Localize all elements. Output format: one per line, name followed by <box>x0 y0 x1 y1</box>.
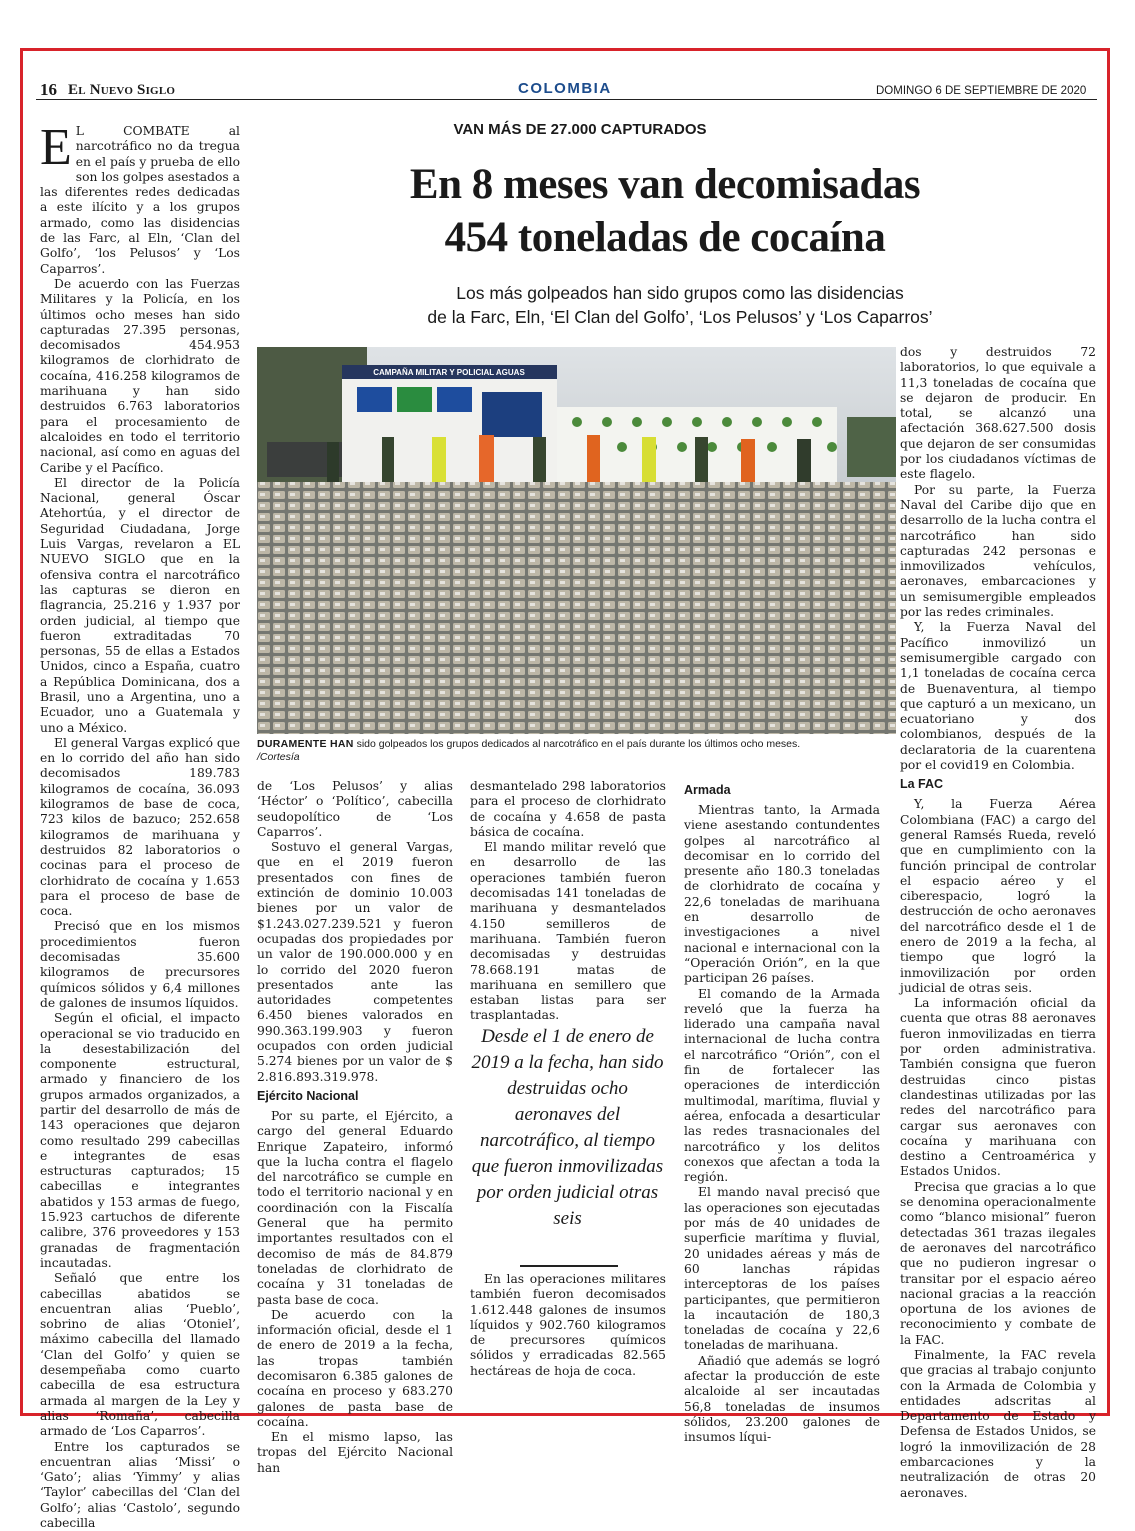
photo-caption <box>257 738 897 764</box>
column-5 <box>900 345 1096 1501</box>
paragraph: El general Vargas explicó que en lo corrido del año han sido decomisados 189.783 kilogramos de cocaína, 36.093 kilogramos de base de coca, 723 kilos de bazuco; 252.658 kilogramos de marihuana y destruidos 82 laboratorios o cocinas para el proceso de clorhidrato de cocaína y 1.653 para el proceso de base de coca. <box>40 735 240 919</box>
paragraph: Mientras tanto, la Armada viene asestando contundentes golpes al narcotráfico al decomisar en lo corrido del presente año 180.3 toneladas de clorhidrato de cocaína y 22,6 toneladas de marihuana en desarrollo de investigaciones a nivel nacional e internacional con la “Operación Orión”, en la que participan 26 países. <box>684 803 880 986</box>
paragraph: La información oficial da cuenta que otras 88 aeronaves fueron inmovilizadas en tierra por orden administrativa. También consigna que fueron destruidas cinco pistas clandestinas utilizadas por las redes del narcotráfico para cargar sus aeronaves con cocaína y marihuana con destino a Centroamérica y Estados Unidos. <box>900 996 1096 1179</box>
subhead-fac: La FAC <box>900 777 944 792</box>
paragraph: Entre los capturados se encuentran alias ‘Missi’ o ‘Gato’; alias ‘Yimmy’ y alias ‘Taylor’ cabecillas del ‘Clan del Golfo’; alias ‘Castolo’, segundo cabecilla <box>40 1439 240 1531</box>
photo-credit: /Cortesía <box>257 751 300 763</box>
article-photo <box>257 347 896 734</box>
subhead-ejercito: Ejército Nacional <box>257 1088 359 1103</box>
deck-line-1: Los más golpeados han sido grupos como las disidencias <box>456 283 904 303</box>
column-3-bottom <box>470 1272 666 1379</box>
paragraph: De acuerdo con la información oficial, desde el 1 de enero de 2019 a la fecha, las tropas también decomisaron 6.385 galones de cocaína en proceso y 683.270 galones de pasta base de cocaína. <box>257 1307 453 1429</box>
paragraph: El comando de la Armada reveló que la fuerza ha liderado una campaña naval internacional de lucha contra el narcotráfico “Orión”, con el fin de fortalecer las operaciones de interdicción multimodal, marítima, fluvial y aérea, enfocada a desarticular las redes trasnacionales del narcotráfico y los delitos conexos que afectan a toda la región. <box>684 986 880 1185</box>
deck-line-2: de la Farc, Eln, ‘El Clan del Golfo’, ‘Los Pelusos’ y ‘Los Caparros’ <box>427 307 933 327</box>
drop-cap: E <box>40 119 72 176</box>
page-number: 16 <box>40 80 57 99</box>
paragraph: Y, la Fuerza Naval del Pacífico inmovilizó un semisumergible cargado con 1,1 toneladas de cocaína cerca de Buenaventura, al tiempo que capturó a un mexicano, un ecuatoriano y dos colombianos, después de la declaratoria de la cuarentena por el covid19 en Colombia. <box>900 620 1096 773</box>
banner-text: CAMPAÑA MILITAR Y POLICIAL AGUAS <box>373 368 525 377</box>
paragraph: El mando militar reveló que en desarrollo de las operaciones también fueron decomisadas 141 toneladas de marihuana y desmantelados 4.150 semilleros de marihuana. También fueron decomisadas y destruidas 78.668.191 matas de marihuana en semillero que estaban listas para ser trasplantadas. <box>470 840 666 1023</box>
paragraph: de ‘Los Pelusos’ y alias ‘Héctor’ o ‘Político’, cabecilla seudopolítico de ‘Los Caparros’. <box>257 779 453 839</box>
paragraph: Añadió que además se logró afectar la producción de este alcaloide al ser incautadas 56,8 toneladas de insumos sólidos, 23.200 galones de insumos líqui- <box>684 1353 880 1445</box>
section-title: COLOMBIA <box>518 80 612 97</box>
column-1 <box>40 119 240 1531</box>
headline-line-1: En 8 meses van decomisadas <box>409 161 921 208</box>
paragraph: Finalmente, la FAC revela que gracias al trabajo conjunto con la Armada de Colombia y entidades adscritas al Departamento de Estado y Defensa de Estados Unidos, se logró la inmovilización de 28 embarcaciones y la neutralización de otras 20 aeronaves. <box>900 1348 1096 1500</box>
paragraph: dos y destruidos 72 laboratorios, lo que equivale a 11,3 toneladas de cocaína que se dejaron de producir. En total, se alcanzó una afectación 368.627.500 dosis que dejaron de ser consumidas por los ciudadanos víctimas de este flagelo. <box>900 345 1096 482</box>
pull-quote-rule <box>520 1265 618 1267</box>
article-headline <box>270 158 1060 264</box>
paragraph: Sostuvo el general Vargas, que en el 2019 fueron presentados con fines de extinción de dominio 10.003 bienes por un valor de $1.243.027.239.521 y fueron ocupadas dos propiedades por un valor de 190.000.000 y en lo corrido del 2020 fueron presentados ante las autoridades competentes 6.450 bienes valorados en 990.363.199.903 y fueron ocupados con orden judicial 5.274 bienes por un valor de $ 2.816.893.319.978. <box>257 840 453 1084</box>
photo-illustration <box>257 347 896 734</box>
column-3 <box>470 779 666 1024</box>
newspaper-name: El Nuevo Siglo <box>68 82 176 98</box>
paragraph: Precisa que gracias a lo que se denomina operacionalmente como “blanco misional” fueron detectadas 361 trazas ilegales de aeronaves del narcotráfico que no pudieron ingresar o transitar por el espacio aéreo nacional gracias a la reacción oportuna de los aviones de reconocimiento y combate de la FAC. <box>900 1179 1096 1347</box>
paragraph: Precisó que en los mismos procedimientos fueron decomisadas 35.600 kilogramos de precursores químicos sólidos y 6,4 millones de galones de insumos líquidos. <box>40 919 240 1010</box>
column-4 <box>684 779 880 1445</box>
issue-date: DOMINGO 6 DE SEPTIEMBRE DE 2020 <box>876 85 1087 97</box>
paragraph: El mando naval precisó que las operaciones son ejecutadas por más de 40 unidades de superficie marítima y fluvial, 20 unidades aéreas y más de 60 lanchas rápidas interceptoras de los países participantes, que permitieron la incautación de 180,3 toneladas de cocaína y 22,6 toneladas de marihuana. <box>684 1185 880 1353</box>
paragraph: E L COMBATE al narcotráfico no da tregua en el país y prueba de ello son los golpes asestados a las diferentes redes dedicadas a este ilícito y a los grupos armado, como las disidencias de las Farc, al Eln, ‘Clan del Golfo’, ‘los Pelusos’ y ‘Los Caparros’. <box>40 119 240 276</box>
paragraph: Según el oficial, el impacto operacional se vio traducido en la desestabilización del componente estructural, armado y financiero de los grupos armados organizados, a partir del desarrollo de más de 143 operaciones que dejaron como resultado 299 cabecillas e integrantes de esas estructuras capturados; 15 cabecillas e integrantes abatidos y 153 armas de fuego, 15.923 cartuchos de diferente calibre, 376 proveedores y 153 granadas de fragmentación incautadas. <box>40 1011 240 1270</box>
paragraph: En las operaciones militares también fueron decomisados 1.612.448 galones de insumos líquidos y 902.760 kilogramos de precursores químicos sólidos y erradicadas 82.565 hectáreas de hoja de coca. <box>470 1272 666 1378</box>
paragraph: En el mismo lapso, las tropas del Ejército Nacional han <box>257 1430 453 1475</box>
paragraph: Y, la Fuerza Aérea Colombiana (FAC) a cargo del general Ramsés Rueda, reveló que en cumplimiento con la función principal de controlar el espacio aéreo y el ciberespacio, logró la destrucción de ocho aeronaves del narcotráfico desde el 1 de enero de 2019 a la fecha, al tiempo que logró la inmovilización por orden judicial de otras seis. <box>900 797 1096 995</box>
paragraph: Señaló que entre los cabecillas abatidos se encuentran alias ‘Pueblo’, sobrino de alias ‘Otoniel’, máximo cabecilla del llamado ‘Clan del Golfo’ y quien se desempeñaba como cuarto cabecilla de esa estructura armada al margen de la Ley y alias ‘Romaña’, cabecilla armado de ‘Los Caparros’. <box>40 1271 240 1439</box>
article-kicker: VAN MÁS DE 27.000 CAPTURADOS <box>453 121 707 138</box>
header-rule <box>36 99 1097 100</box>
paragraph: Por su parte, la Fuerza Naval del Caribe dijo que en desarrollo de la lucha contra el narcotráfico han sido capturadas 242 personas e inmovilizados vehículos, aeronaves, embarcaciones y un semisumergible empleados por las redes criminales. <box>900 482 1096 620</box>
pull-quote: Desde el 1 de enero de 2019 a la fecha, han sido destruidas ocho aeronaves del narcotráfico, al tiempo que fueron inmovilizadas por orden judicial otras seis <box>471 1026 664 1229</box>
subhead-armada: Armada <box>684 783 731 797</box>
caption-lead: DURAMENTE HAN <box>257 738 354 750</box>
caption-text: sido golpeados los grupos dedicados al narcotráfico en el país durante los últimos ocho meses. <box>356 738 801 750</box>
paragraph: De acuerdo con las Fuerzas Militares y la Policía, en los últimos ocho meses han sido capturadas 27.395 personas, decomisados 454.953 kilogramos de clorhidrato de cocaína, 416.258 kilogramos de marihuana y han sido destruidos 6.763 laboratorios para el procesamiento de alcaloides en todo el territorio nacional, así como en aguas del Caribe y el Pacífico. <box>40 276 240 475</box>
article-deck <box>300 281 1060 329</box>
paragraph: El director de la Policía Nacional, general Óscar Atehortúa, y el director de Seguridad Ciudadana, Jorge Luis Vargas, revelaron a EL NUEVO SIGLO que en la ofensiva contra el narcotráfico las capturas se dieron en flagrancia, 25.216 y 1.937 por orden judicial, al tiempo que fueron extraditadas 70 personas, 55 de ellas a Estados Unidos, cinco a España, cuatro a República Dominicana, dos a Brasil, uno a Argentina, uno a Ecuador, uno a Guatemala y uno a México. <box>40 475 240 735</box>
paragraph: desmantelado 298 laboratorios para el proceso de clorhidrato de cocaína y 4.658 de pasta básica de cocaína. <box>470 779 666 839</box>
headline-line-2: 454 toneladas de cocaína <box>444 214 886 261</box>
paragraph: Por su parte, el Ejército, a cargo del general Eduardo Enrique Zapateiro, informó que la lucha contra el flagelo del narcotráfico se cumple en todo el territorio nacional y en coordinación con la Fiscalía General que ha permito importantes resultados con el decomiso de más de 84.879 toneladas de clorhidrato de cocaína y 31 toneladas de pasta base de coca. <box>257 1108 453 1307</box>
column-2 <box>257 779 453 1476</box>
